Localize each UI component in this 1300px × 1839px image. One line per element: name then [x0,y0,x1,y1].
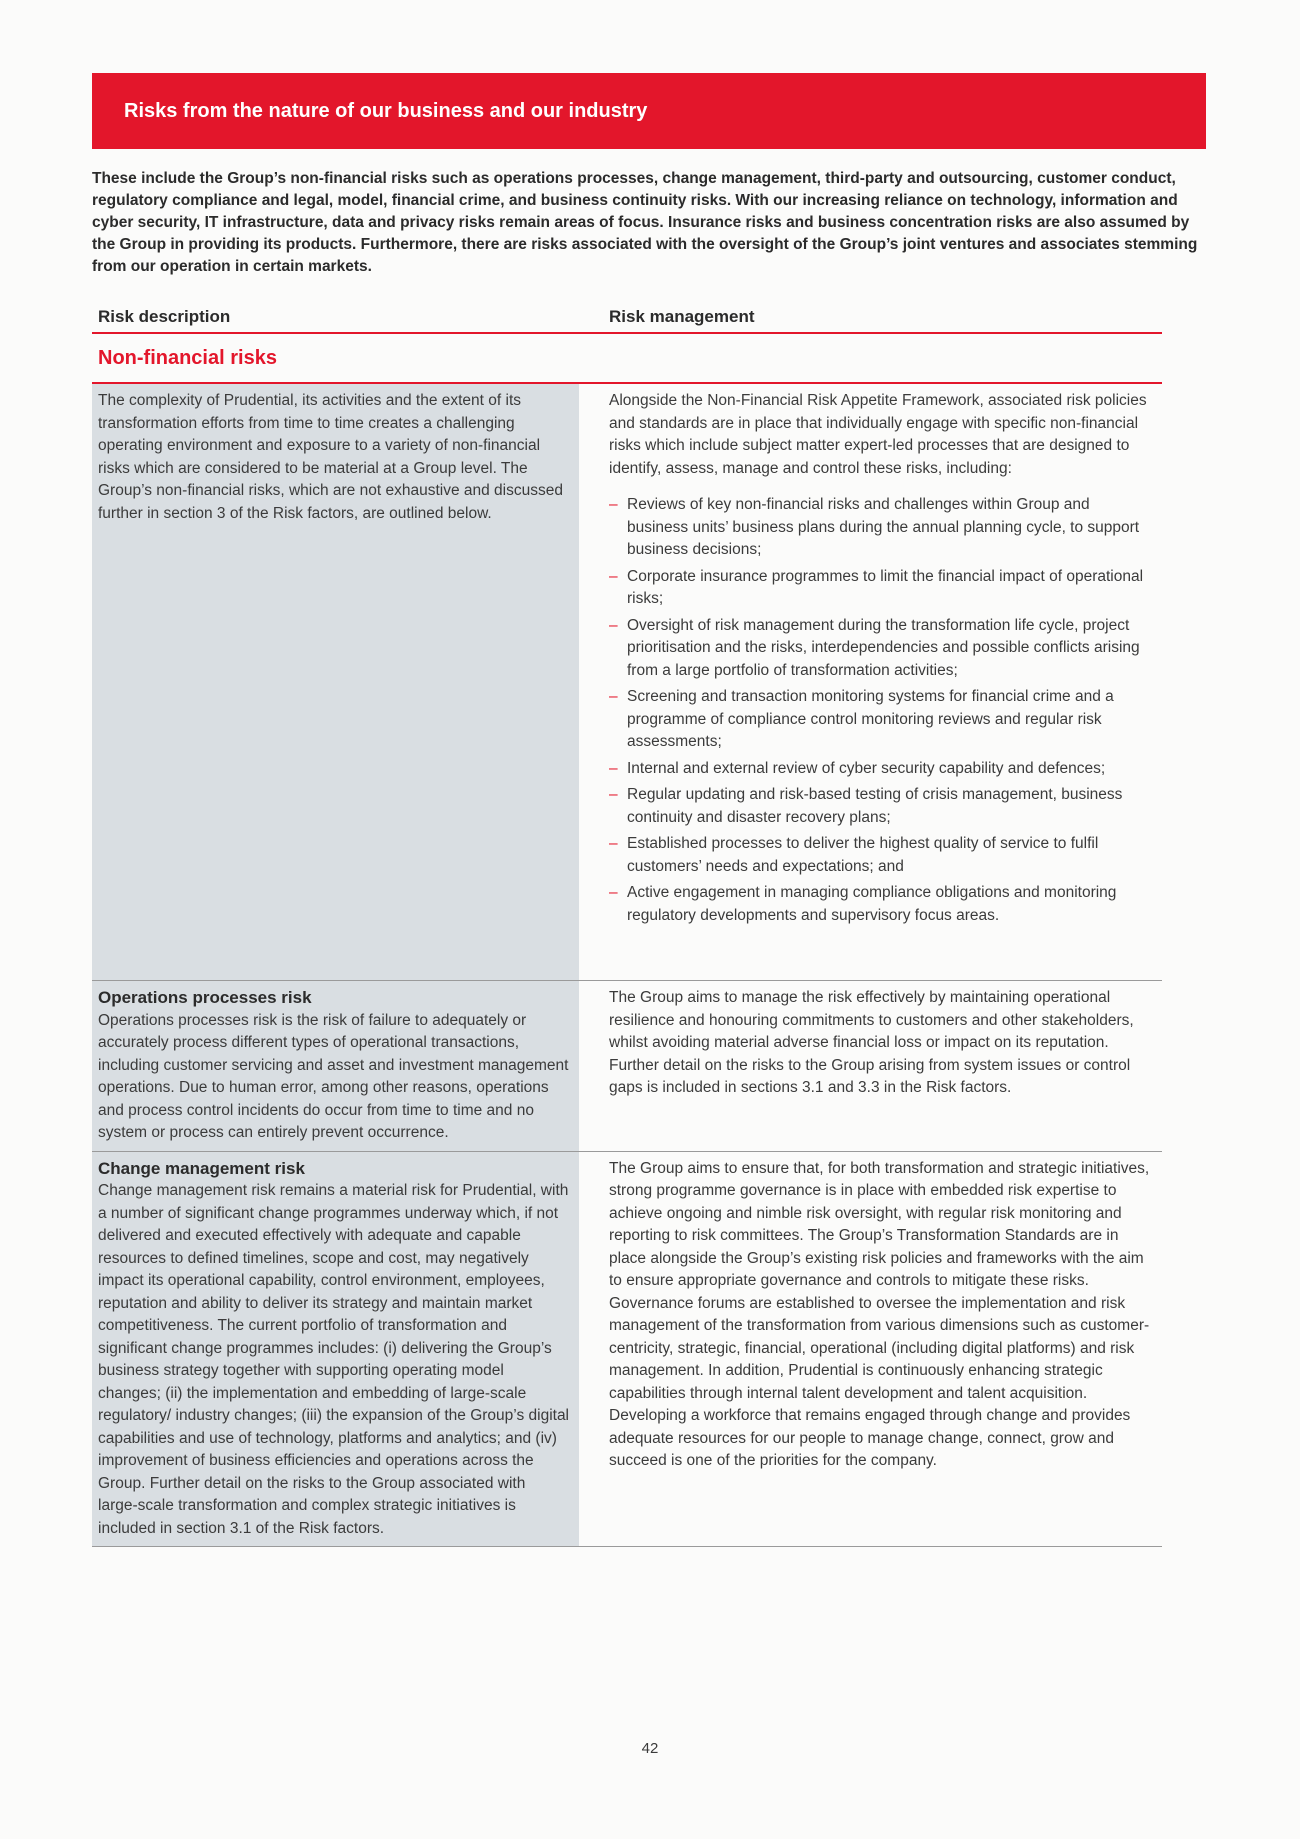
dash-marker: – [609,567,618,585]
list-item: – Established processes to deliver the highest quality of service to fulfil customers’ needs and expectations; and [609,835,1099,875]
row-description [92,384,579,980]
dash-marker: – [609,835,618,852]
list-item: – Active engagement in managing compliance obligations and monitoring regulatory developments and supervisory focus areas. [609,884,1117,924]
page-number: 42 [641,1740,659,1757]
list-item: – Screening and transaction monitoring systems for financial crime and a programme of compliance control monitoring reviews and regular risk assessments; [609,688,1114,750]
table-row [92,981,1162,1152]
management-bullet-list [609,494,1154,927]
section-banner [92,73,1206,149]
header-risk-description: Risk description [98,307,231,326]
list-item: – Oversight of risk management during the transformation life cycle, project prioritisation and the risks, interdependencies and possible conflicts arising from a large portfolio of transformation activities; [609,616,1140,679]
row-management [579,981,1162,1151]
list-item: – Reviews of key non-financial risks and challenges within Group and business units’ business plans during the annual planning cycle, to support business decisions; [609,496,1140,558]
row-management-text: The Group aims to ensure that, for both transformation and strategic initiatives, strong programme governance is in place with embedded risk expertise to achieve ongoing and nimble risk oversight, with regular risk monitoring and reporting to risk committees. The Group’s Transformation Standards are in place alongside the Group’s existing risk policies and frameworks with the aim to ensure appropriate governance and controls to mitigate these risks. Governance forums are established to oversee the implementation and risk management of the transformation from various dimensions such as customer-centricity, strategic, financial, operational (including digital platforms) and risk management. In addition, Prudential is continuously enhancing strategic capabilities through internal talent development and talent acquisition. Developing a workforce that remains engaged through change and provides adequate resources for our people to manage change, connect, grow and succeed is one of the priorities for the company. [609,1159,1150,1469]
row-management-intro: Alongside the Non-Financial Risk Appetite Framework, associated risk policies and standards are in place that individually engage with specific non-financial risks which include subject matter expert-led processes that are designed to identify, assess, manage and control these risks, including: [609,392,1147,477]
dash-marker: – [609,786,618,803]
list-item: – Regular updating and risk-based testing of crisis management, business continuity and disaster recovery plans; [609,786,1123,826]
table-row [92,1152,1162,1548]
row-title: Change management risk [98,1158,305,1178]
table-row [92,384,1162,981]
row-management [579,384,1162,980]
dash-marker: – [609,616,618,634]
dash-marker: – [609,759,618,777]
intro-paragraph: These include the Group’s non-financial risks such as operations processes, change management, third-party and outsourcing, customer conduct, regulatory compliance and legal, model, financial crime, and business continuity risks. With our increasing reliance on technology, information and cyber security, IT infrastructure, data and privacy risks remain areas of focus. Insurance risks and business concentration risks are also assumed by the Group in providing its products. Furthermore, there are risks associated with the oversight of the Group’s joint ventures and associates stemming from our operation in certain markets. [92,170,1198,275]
row-management-text: The Group aims to manage the risk effectively by maintaining operational resilience and honouring commitments to customers and other stakeholders, whilst avoiding material adverse financial loss or impact on its reputation. Further detail on the risks to the Group arising from system issues or control gaps is included in sections 3.1 and 3.3 in the Risk factors. [609,989,1134,1096]
row-description-text: Change management risk remains a material risk for Prudential, with a number of significant change programmes underway which, if not delivered and executed effectively with adequate and capable resources to defined timelines, scope and cost, may negatively impact its operational capability, control environment, employees, reputation and ability to deliver its strategy and maintain market competitiveness. The current portfolio of transformation and significant change programmes includes: (i) delivering the Group’s business strategy together with supporting operating model changes; (ii) the implementation and embedding of large-scale regulatory/ industry changes; (iii) the expansion of the Group’s digital capabilities and use of technology, platforms and analytics; and (iv) improvement of business efficiencies and operations across the Group. Further detail on the risks to the Group associated with large-scale transformation and complex strategic initiatives is included in section 3.1 of the Risk factors. [98,1182,570,1537]
dash-marker: – [609,688,618,705]
row-description [92,981,579,1151]
dash-marker: – [609,884,618,901]
dash-marker: – [609,496,618,513]
row-description-text: The complexity of Prudential, its activities and the extent of its transformation efforts from time to time creates a challenging operating environment and exposure to a variety of non-financial risks which are considered to be material at a Group level. The Group’s non-financial risks, which are not exhaustive and discussed further in section 3 of the Risk factors, are outlined below. [98,392,563,522]
list-item: – Internal and external review of cyber security capability and defences; [609,758,1154,781]
row-management [579,1152,1162,1547]
row-title: Operations processes risk [98,988,312,1007]
table-header [92,302,1162,334]
row-description [92,1152,579,1547]
section-title-non-financial: Non-financial risks [92,334,1162,384]
banner-title: Risks from the nature of our business and our industry [124,99,648,122]
risk-table [92,302,1162,1547]
list-item: – Corporate insurance programmes to limit the financial impact of operational risks; [609,567,1144,607]
row-description-text: Operations processes risk is the risk of failure to adequately or accurately process different types of operational transactions, including customer servicing and asset and investment management operations. Due to human error, among other reasons, operations and process control incidents do occur from time to time and no system or process can entirely prevent occurrence. [98,1011,569,1141]
header-risk-management: Risk management [609,307,755,326]
